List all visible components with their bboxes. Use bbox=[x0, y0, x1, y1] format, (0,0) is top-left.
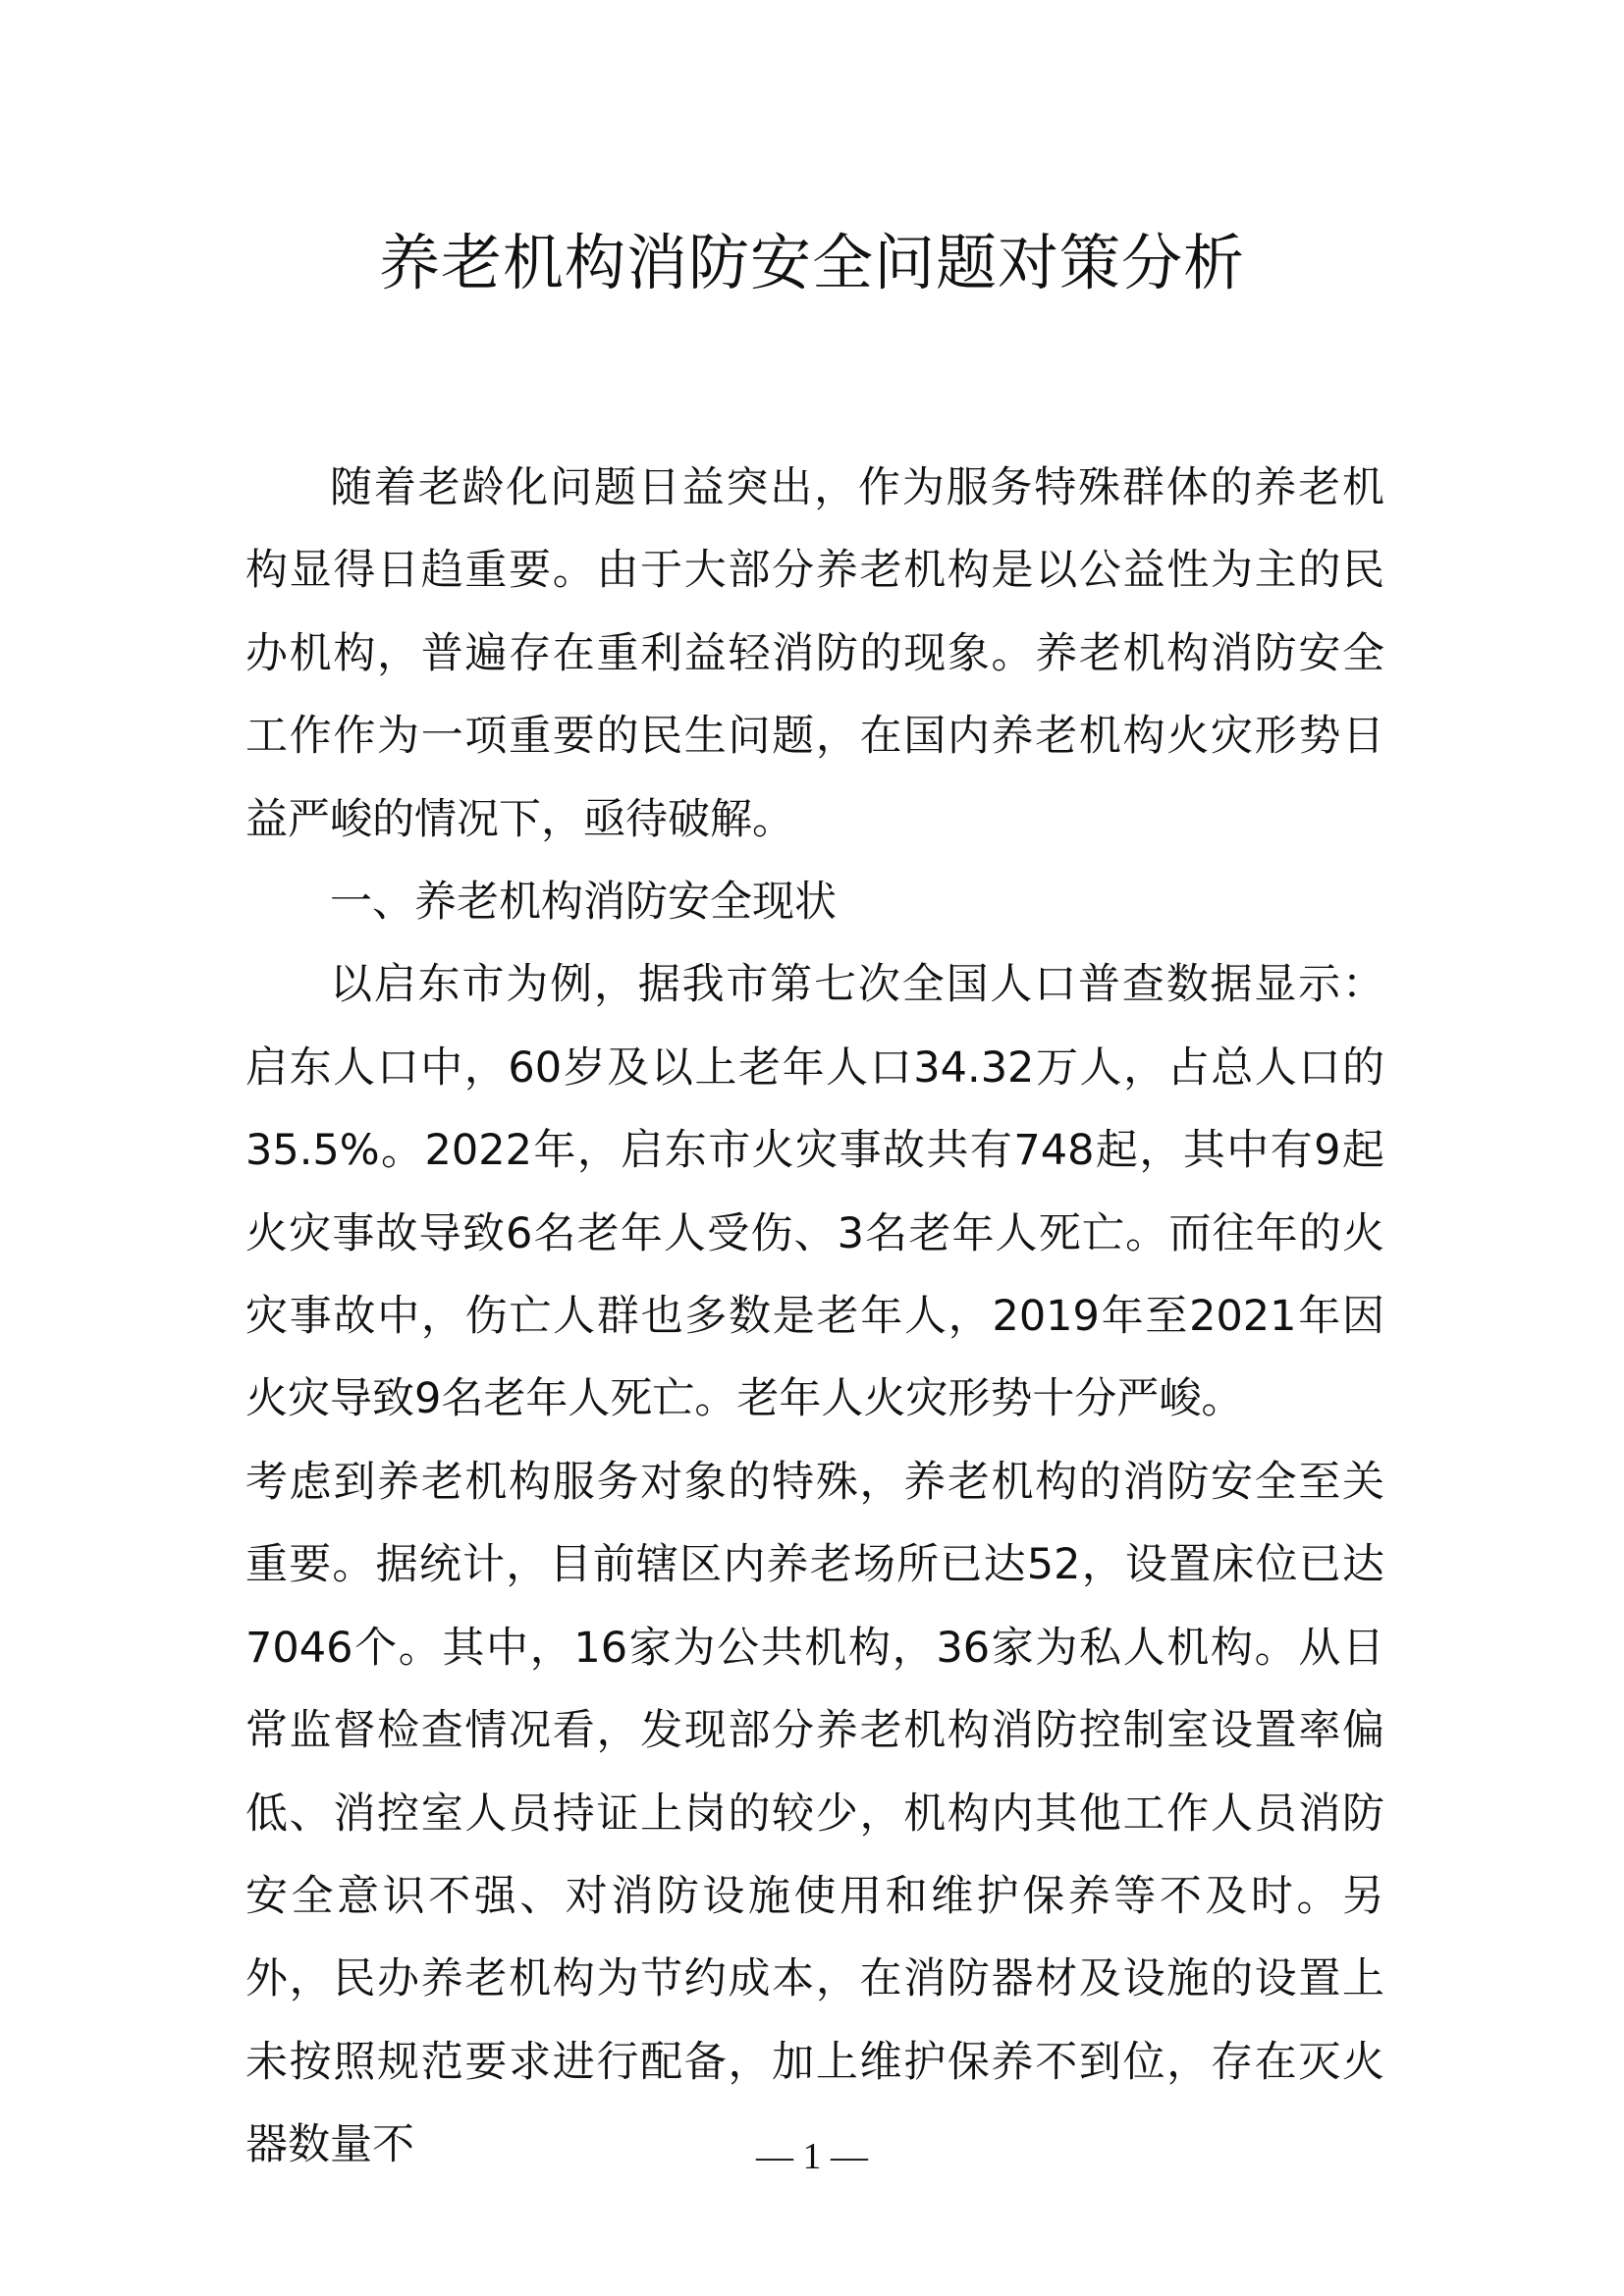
paragraph-statistics: 以启东市为例，据我市第七次全国人口普查数据显示：启东人口中，60岁及以上老年人口34.32万人，占总人口的35.5%。2022年，启东市火灾事故共有748起，其中有9起火灾事故导致6名老年人受伤、3名老年人死亡。而往年的火灾事故中，伤亡人群也多数是老年人，2019年至2021年因火灾导致9名老年人死亡。老年人火灾形势十分严峻。 bbox=[245, 960, 1384, 1424]
document-body bbox=[245, 447, 1384, 2187]
document-title: 养老机构消防安全问题对策分析 bbox=[378, 227, 1245, 298]
paragraph-intro: 随着老龄化问题日益突出，作为服务特殊群体的养老机构显得日趋重要。由于大部分养老机构是以公益性为主的民办机构，普遍存在重利益轻消防的现象。养老机构消防安全工作作为一项重要的民生问题，在国内养老机构火灾形势日益严峻的情况下，亟待破解。 bbox=[245, 463, 1384, 844]
paragraph-institutions: 考虑到养老机构服务对象的特殊，养老机构的消防安全至关重要。据统计，目前辖区内养老场所已达52，设置床位已达7046个。其中，16家为公共机构，36家为私人机构。从日常监督检查情况看，发现部分养老机构消防控制室设置率偏低、消控室人员持证上岗的较少，机构内其他工作人员消防安全意识不强、对消防设施使用和维护保养等不及时。另外，民办养老机构为节约成本，在消防器材及设施的设置上未按照规范要求进行配备，加上维护保养不到位，存在灭火器数量不 bbox=[245, 1457, 1384, 2170]
page-number: — 1 — bbox=[756, 2136, 868, 2177]
section-heading-1: 一、养老机构消防安全现状 bbox=[330, 878, 837, 928]
